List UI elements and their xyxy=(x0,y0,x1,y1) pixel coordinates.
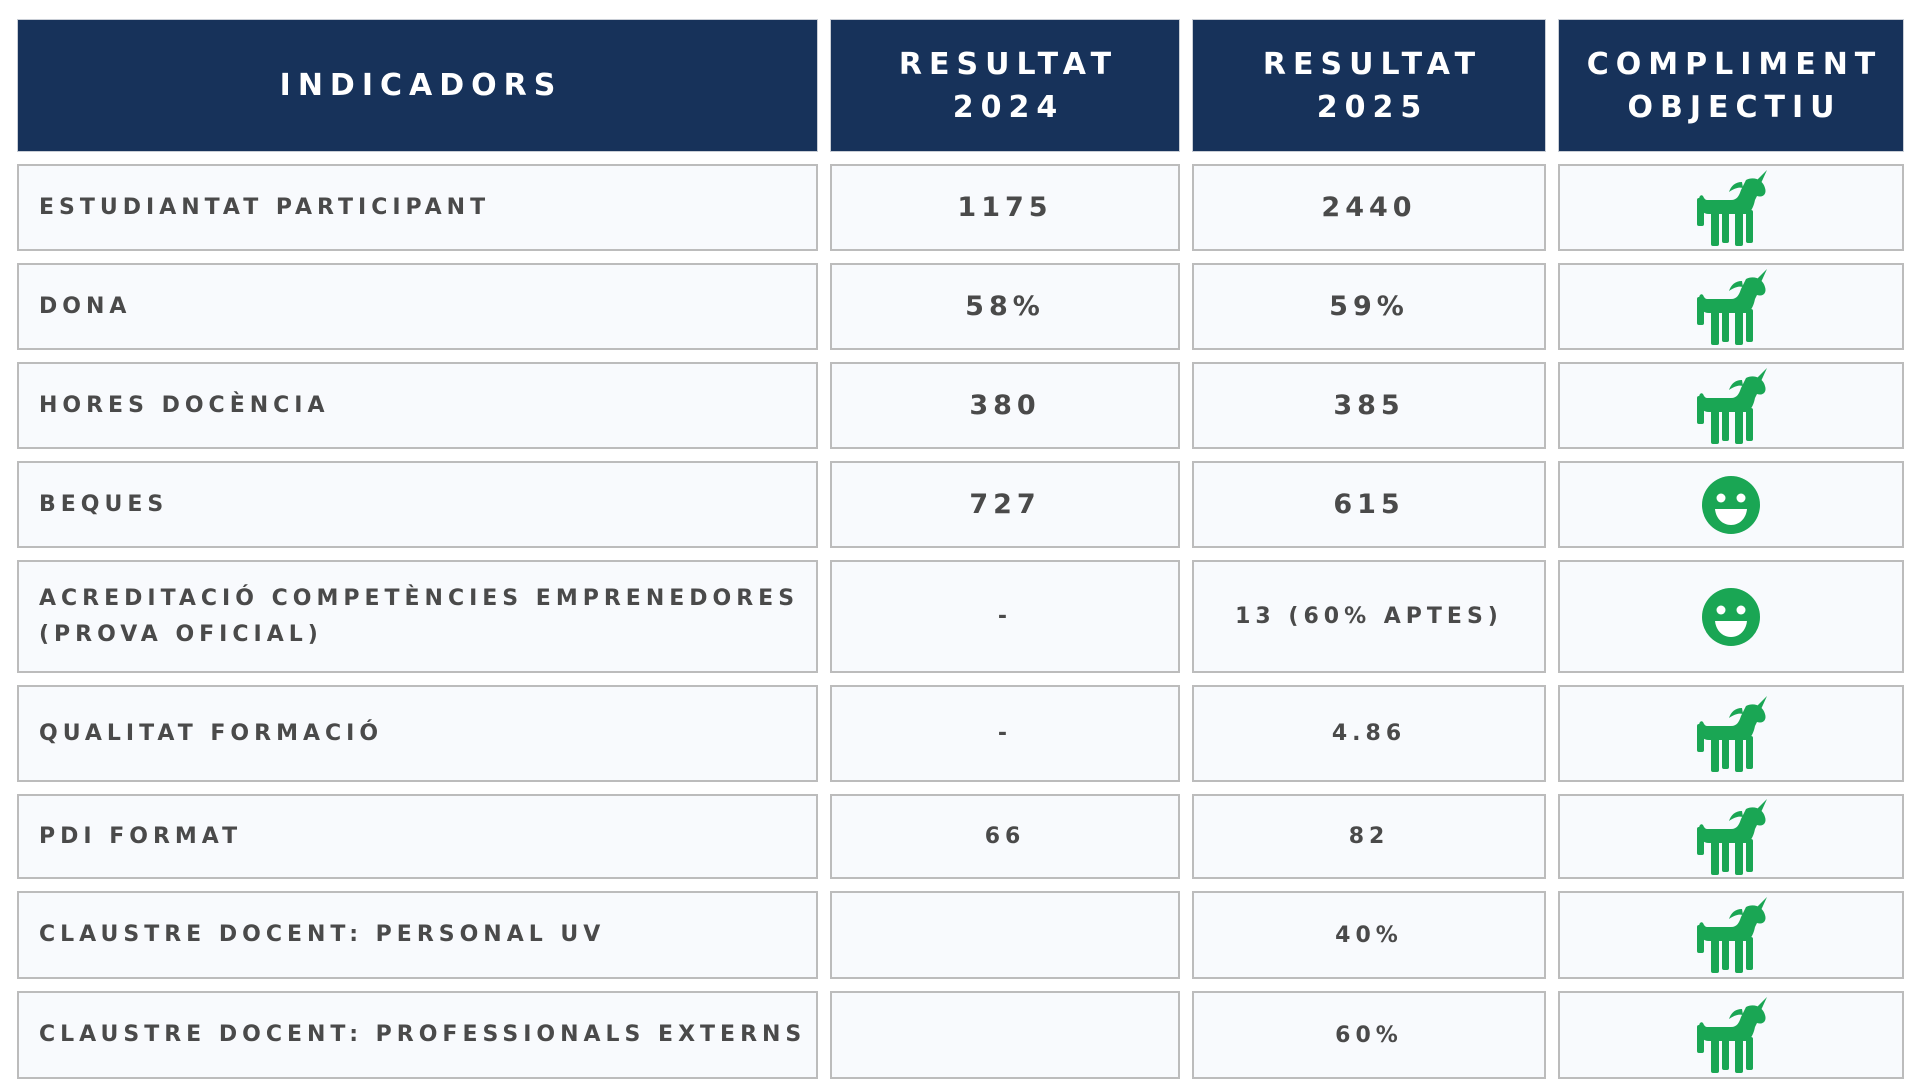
table-row xyxy=(17,991,1903,1079)
unicorn-icon xyxy=(1691,696,1771,772)
objective-status xyxy=(1558,891,1904,979)
table-body xyxy=(17,164,1903,1079)
result-2025-value: 2440 xyxy=(1192,164,1546,251)
objective-status xyxy=(1558,164,1904,251)
indicator-label: ESTUDIANTAT PARTICIPANT xyxy=(17,164,818,251)
table-row xyxy=(17,362,1903,449)
result-2024-value: - xyxy=(830,560,1180,673)
unicorn-icon xyxy=(1691,897,1771,973)
smiley-icon xyxy=(1699,585,1763,649)
table-row xyxy=(17,685,1903,782)
result-2025-value: 40% xyxy=(1192,891,1546,979)
result-2024-value: 380 xyxy=(830,362,1180,449)
table-row xyxy=(17,891,1903,979)
objective-status xyxy=(1558,991,1904,1079)
table-row xyxy=(17,794,1903,879)
objective-status xyxy=(1558,263,1904,350)
objective-status xyxy=(1558,362,1904,449)
result-2024-value xyxy=(830,991,1180,1079)
result-2025-value: 13 (60% APTES) xyxy=(1192,560,1546,673)
indicators-table xyxy=(17,19,1903,1078)
indicator-label: DONA xyxy=(17,263,818,350)
unicorn-icon xyxy=(1691,368,1771,444)
header-compliment-objectiu: COMPLIMENT OBJECTIU xyxy=(1558,19,1904,152)
result-2025-value: 82 xyxy=(1192,794,1546,879)
result-2024-value: - xyxy=(830,685,1180,782)
header-resultat-2025: RESULTAT 2025 xyxy=(1192,19,1546,152)
table-header xyxy=(17,19,1903,152)
unicorn-icon xyxy=(1691,997,1771,1073)
indicator-label: QUALITAT FORMACIÓ xyxy=(17,685,818,782)
result-2024-value xyxy=(830,891,1180,979)
header-resultat-2024: RESULTAT 2024 xyxy=(830,19,1180,152)
result-2024-value: 58% xyxy=(830,263,1180,350)
header-indicadors: INDICADORS xyxy=(17,19,818,152)
objective-status xyxy=(1558,560,1904,673)
indicator-label: PDI FORMAT xyxy=(17,794,818,879)
objective-status xyxy=(1558,685,1904,782)
result-2024-value: 1175 xyxy=(830,164,1180,251)
result-2025-value: 60% xyxy=(1192,991,1546,1079)
result-2025-value: 59% xyxy=(1192,263,1546,350)
smiley-icon xyxy=(1699,473,1763,537)
table-row xyxy=(17,263,1903,350)
indicator-label: CLAUSTRE DOCENT: PROFESSIONALS EXTERNS xyxy=(17,991,818,1079)
unicorn-icon xyxy=(1691,170,1771,246)
result-2025-value: 385 xyxy=(1192,362,1546,449)
indicator-label: HORES DOCÈNCIA xyxy=(17,362,818,449)
table-row xyxy=(17,560,1903,673)
indicator-label: CLAUSTRE DOCENT: PERSONAL UV xyxy=(17,891,818,979)
result-2025-value: 4.86 xyxy=(1192,685,1546,782)
unicorn-icon xyxy=(1691,799,1771,875)
indicator-label: ACREDITACIÓ COMPETÈNCIES EMPRENEDORES (PROVA OFICIAL) xyxy=(17,560,818,673)
result-2024-value: 66 xyxy=(830,794,1180,879)
objective-status xyxy=(1558,794,1904,879)
objective-status xyxy=(1558,461,1904,548)
table-row xyxy=(17,164,1903,251)
indicator-label: BEQUES xyxy=(17,461,818,548)
table-row xyxy=(17,461,1903,548)
result-2024-value: 727 xyxy=(830,461,1180,548)
unicorn-icon xyxy=(1691,269,1771,345)
result-2025-value: 615 xyxy=(1192,461,1546,548)
